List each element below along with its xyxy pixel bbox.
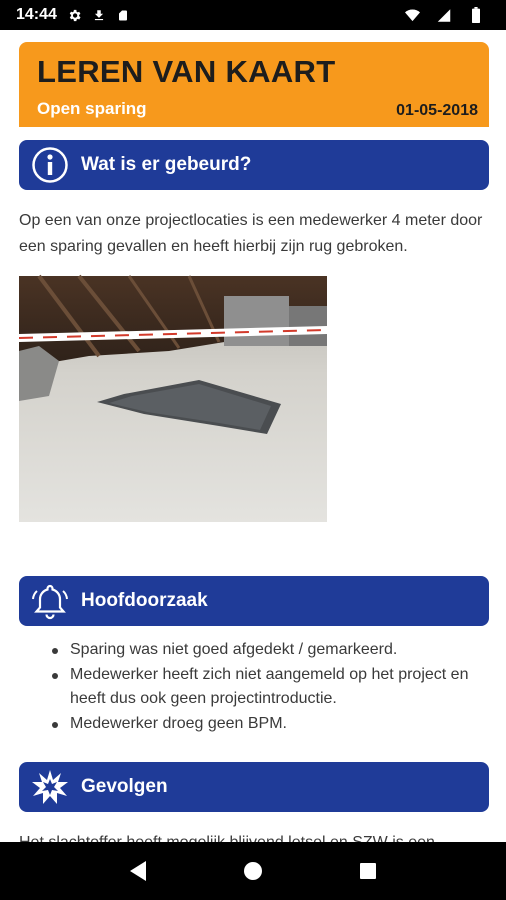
header-card — [19, 42, 489, 127]
content-area[interactable] — [0, 30, 506, 842]
bell-icon — [19, 576, 81, 626]
download-icon — [91, 7, 107, 23]
info-icon — [19, 140, 81, 190]
section-root-cause — [19, 576, 489, 626]
battery-icon — [468, 7, 484, 23]
home-icon[interactable] — [238, 856, 268, 886]
list-item: Medewerker heeft zich niet aangemeld op het project en heeft dus ook geen projectintroductie. — [19, 663, 489, 711]
page-title: LEREN VAN KAART — [37, 54, 336, 89]
navigation-bar — [0, 842, 506, 900]
section-title: Hoofdoorzaak — [81, 590, 208, 611]
sd-card-icon — [115, 7, 131, 23]
explosion-icon — [19, 762, 81, 812]
section-title: Wat is er gebeurd? — [81, 154, 252, 175]
gear-icon — [67, 7, 83, 23]
incident-photo — [19, 276, 327, 522]
list-item: Medewerker droeg geen BPM. — [19, 712, 489, 736]
wifi-icon — [404, 7, 420, 23]
section-title: Gevolgen — [81, 776, 168, 797]
list-item: Sparing was niet goed afgedekt / gemarkeerd. — [19, 638, 489, 662]
recents-icon[interactable] — [353, 856, 383, 886]
page-subtitle: Open sparing — [37, 99, 147, 118]
back-icon[interactable] — [123, 856, 153, 886]
section-what-happened — [19, 140, 489, 190]
status-time: 14:44 — [16, 6, 57, 23]
signal-icon — [436, 7, 452, 23]
incident-date: 01-05-2018 — [396, 102, 478, 119]
what-happened-text: Op een van onze projectlocaties is een medewerker 4 meter door een sparing gevallen en heeft hierbij zijn rug gebroken. — [19, 212, 483, 255]
status-bar — [0, 0, 506, 30]
section-consequences — [19, 762, 489, 812]
root-cause-list — [19, 638, 489, 737]
